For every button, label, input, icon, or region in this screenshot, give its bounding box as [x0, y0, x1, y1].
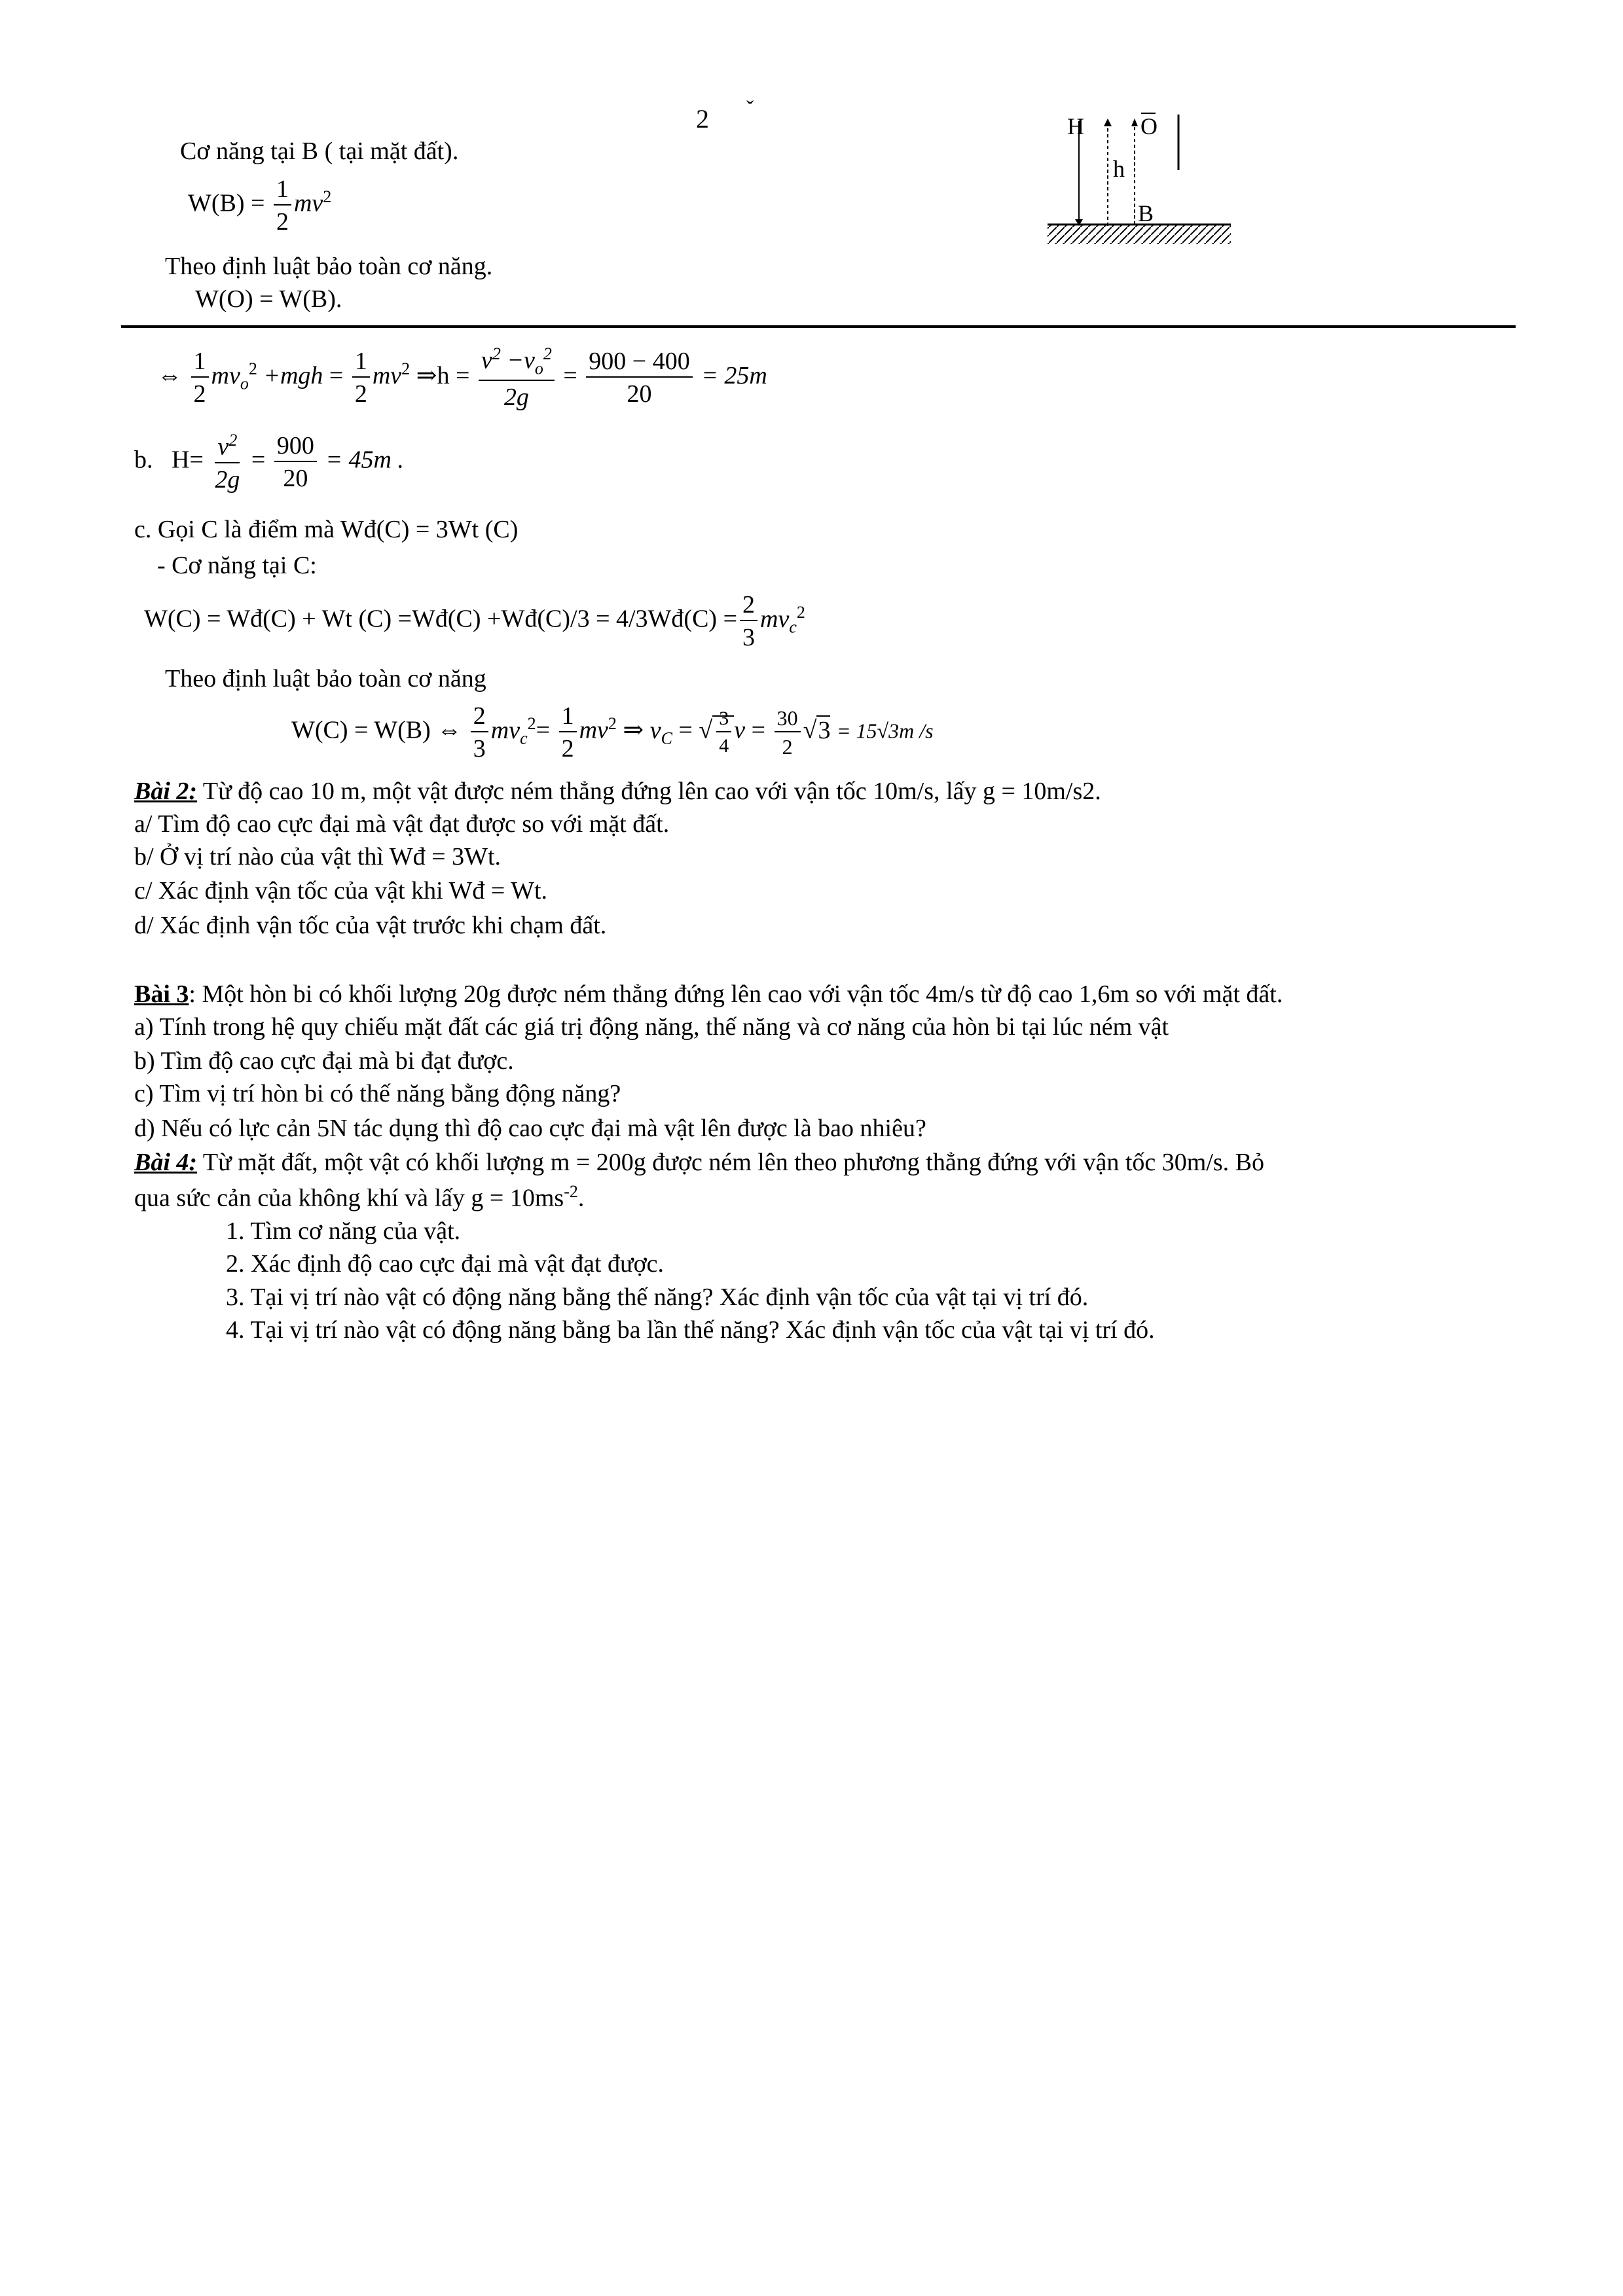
- divider: [121, 325, 1516, 328]
- label-h: h: [1113, 156, 1125, 182]
- part-b-equation: b. H= $\frac{v^2}{2g}$ = $\frac{900}{20}$ = 45m .: [134, 431, 404, 493]
- bai4-title: Bài 4:: [134, 1149, 198, 1176]
- bai4-intro-2: qua sức cản của không khí và lấy $g = 10ms^{-2}$.: [134, 1182, 585, 1212]
- part-c-line-3: Theo định luật bảo toàn cơ năng: [165, 665, 486, 692]
- part-c-line-1: c. Gọi C là điểm mà Wđ(C) = 3Wt (C): [134, 516, 519, 543]
- part-c-equation: W(C) = Wđ(C) + Wt (C) =Wđ(C) +Wđ(C)/3 = 4/3Wđ(C) = $\frac{2}{3}$ $mv_c^2$: [144, 591, 805, 651]
- bai4-item-1: 1. Tìm cơ năng của vật.: [226, 1217, 461, 1245]
- bai2-a: a/ Tìm độ cao cực đại mà vật đạt được so với mặt đất.: [134, 810, 670, 838]
- bai4-item-4: 4. Tại vị trí nào vật có động năng bằng ba lần thế năng? Xác định vận tốc của vật tại vị trí đó.: [226, 1316, 1155, 1344]
- label-H: H: [1067, 113, 1084, 139]
- bai2-b: b/ Ở vị trí nào của vật thì Wđ = 3Wt.: [134, 843, 501, 870]
- o-arrow-head: [1131, 118, 1138, 126]
- bai3-c: c) Tìm vị trí hòn bi có thế năng bằng động năng?: [134, 1080, 621, 1107]
- bai2-intro: Bài 2: Từ độ cao 10 m, một vật được ném thẳng đứng lên cao với vận tốc 10m/s, lấy g = 10m/s2.: [134, 778, 1101, 805]
- solution-line-4: W(O) = W(B).: [195, 285, 342, 313]
- part-c-line-2: - Cơ năng tại C:: [157, 552, 317, 579]
- bai3-b: b) Tìm độ cao cực đại mà bi đạt được.: [134, 1047, 514, 1075]
- fall-diagram: [1041, 101, 1237, 259]
- page-mark-2: ˇ: [746, 97, 754, 121]
- solution-line-3: Theo định luật bảo toàn cơ năng.: [165, 253, 493, 280]
- bai3-intro: Bài 3: Một hòn bi có khối lượng 20g được ném thẳng đứng lên cao với vận tốc 4m/s từ độ cao 1,6m so với mặt đất.: [134, 980, 1283, 1008]
- label-B: B: [1138, 200, 1154, 226]
- bai4-item-2: 2. Xác định độ cao cực đại mà vật đạt được.: [226, 1250, 665, 1278]
- bai3-title: Bài 3: [134, 980, 189, 1008]
- part-c-equation-2: W(C) = W(B) ⇔ $\frac{2}{3}$ $mv_c^2=$ $\frac{1}{2}$ $mv^2$ ⇒ $v_C$ = √ $\frac{3}{4}$ v = $\frac{30}{2}$ √3 = 15√3m /s: [291, 702, 934, 762]
- solution-line-1: Cơ năng tại B ( tại mặt đất).: [180, 137, 459, 165]
- ground-hatch: [1048, 224, 1231, 244]
- label-O: O: [1140, 113, 1158, 139]
- page-mark: 2: [696, 104, 709, 134]
- bai3-a: a) Tính trong hệ quy chiếu mặt đất các giá trị động năng, thế năng và cơ năng của hòn bi tại lúc ném vật: [134, 1013, 1169, 1041]
- up-arrow-head: [1104, 118, 1112, 126]
- bai2-title: Bài 2:: [134, 778, 198, 805]
- energy-equation: ⇔ $\frac{1}{2}$ $mv_o^2 +mgh$ = $\frac{1}{2}$ $mv^2$ ⇒h = $\frac{v^2 -v_o^2}{2g}$ = $\frac{900 - 400}{20}$ = 25m: [157, 344, 767, 412]
- bai2-c: c/ Xác định vận tốc của vật khi Wđ = Wt.: [134, 877, 548, 905]
- fraction-half: $\frac{1}{2}$: [274, 177, 291, 234]
- wb-lhs: W(B) =: [188, 189, 271, 217]
- bai3-d: d) Nếu có lực cản 5N tác dụng thì độ cao cực đại mà vật lên được là bao nhiêu?: [134, 1115, 926, 1142]
- bai4-intro: Bài 4: Từ mặt đất, một vật có khối lượng m = 200g được ném lên theo phương thẳng đứng với vận tốc 30m/s. Bỏ: [134, 1149, 1265, 1176]
- bai2-d: d/ Xác định vận tốc của vật trước khi chạm đất.: [134, 912, 607, 939]
- wb-equation: W(B) = $\frac{1}{2}$ $mv^2$: [188, 175, 332, 236]
- bai4-item-3: 3. Tại vị trí nào vật có động năng bằng thế năng? Xác định vận tốc của vật tại vị trí đó.: [226, 1283, 1089, 1311]
